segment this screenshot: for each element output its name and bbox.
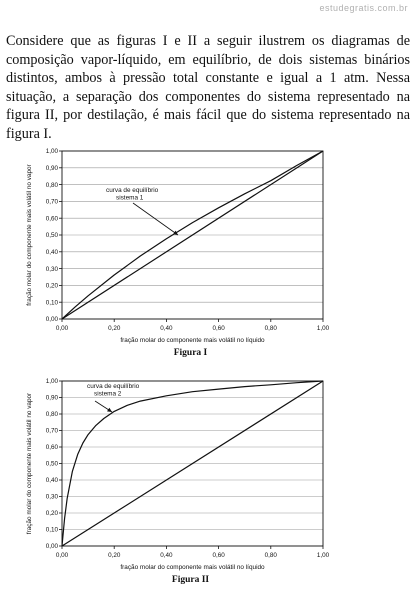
fig1-ytick-label-6: 0,60 [45, 215, 58, 223]
fig1-x-axis-label: fração molar do componente mais volátil no líquido [120, 337, 265, 344]
fig1-ytick-label-5: 0,50 [45, 232, 58, 240]
fig2-x-axis-label: fração molar do componente mais volátil no líquido [120, 564, 265, 571]
fig2-xtick-label-5: 1,00 [316, 552, 330, 559]
fig2-annotation-line-1: curva de equilíbrio [87, 383, 140, 390]
fig1-annotation-line-1: curva de equilíbrio [106, 187, 159, 194]
fig1-ytick-label-0: 0,00 [45, 316, 58, 324]
fig1-ytick-label-10: 1,00 [45, 148, 58, 156]
fig1-ytick-label-9: 0,90 [45, 165, 58, 172]
fig2-ytick-label-6: 0,60 [45, 444, 58, 452]
site-watermark: estudegratis.com.br [319, 3, 408, 13]
fig2-xtick-label-3: 0,60 [212, 552, 225, 559]
fig1-ytick-label-8: 0,80 [45, 181, 58, 189]
fig2-xtick-label-0: 0,00 [55, 552, 69, 559]
fig1-annotation-line-2: sistema 1 [116, 194, 144, 202]
question-text: Considere que as figuras I e II a seguir ilustrem os diagramas de composição vapor-líquido, em equilíbrio, de dois sistemas binários distintos, ambos à pressão total constante e igual a 1 atm. Nessa situação, a separação dos componentes do sistema representado na figura II, por destilação, é mais fácil que do sistema representado na figura I. [6, 33, 410, 142]
fig1-xtick-label-0: 0,00 [55, 325, 69, 332]
fig2-caption: Figura II [171, 575, 210, 585]
fig1-annotation-arrow [133, 203, 178, 235]
fig2-xtick-label-4: 0,80 [264, 552, 277, 559]
fig1-xtick-label-4: 0,80 [264, 325, 277, 332]
fig2-ytick-label-7: 0,70 [45, 427, 58, 435]
fig1-ytick-label-4: 0,40 [45, 249, 58, 256]
fig2-ytick-label-3: 0,30 [45, 493, 58, 501]
fig2-ytick-label-1: 0,10 [45, 526, 58, 534]
fig1-ytick-label-2: 0,20 [45, 282, 58, 290]
fig2-xtick-label-1: 0,20 [108, 552, 121, 559]
figure-1-chart [0, 145, 414, 360]
fig1-ytick-label-7: 0,70 [45, 198, 58, 206]
fig1-xtick-label-3: 0,60 [212, 325, 225, 332]
fig1-xtick-label-1: 0,20 [108, 325, 121, 332]
fig2-ytick-label-8: 0,80 [45, 411, 58, 419]
fig2-annotation-line-2: sistema 2 [94, 390, 122, 398]
fig2-annotation-arrowhead [107, 408, 112, 412]
fig1-ytick-label-3: 0,30 [45, 265, 58, 273]
fig1-xtick-label-2: 0,40 [160, 325, 173, 332]
fig2-y-axis-label: fração molar do componente mais volátil no vapor [26, 392, 33, 535]
fig2-ytick-label-9: 0,90 [45, 394, 58, 402]
fig2-ytick-label-10: 1,00 [45, 378, 58, 386]
fig1-ytick-label-1: 0,10 [45, 299, 58, 307]
fig2-xtick-label-2: 0,40 [160, 552, 173, 559]
fig2-ytick-label-4: 0,40 [45, 477, 58, 485]
figure-2-chart [0, 372, 414, 598]
fig2-ytick-label-5: 0,50 [45, 460, 58, 468]
fig1-caption: Figura I [173, 348, 208, 358]
fig1-xtick-label-5: 1,00 [316, 325, 330, 332]
fig1-y-axis-label: fração molar do componente mais volátil no vapor [26, 164, 33, 306]
fig2-ytick-label-2: 0,20 [45, 510, 58, 518]
fig2-ytick-label-0: 0,00 [45, 543, 58, 551]
